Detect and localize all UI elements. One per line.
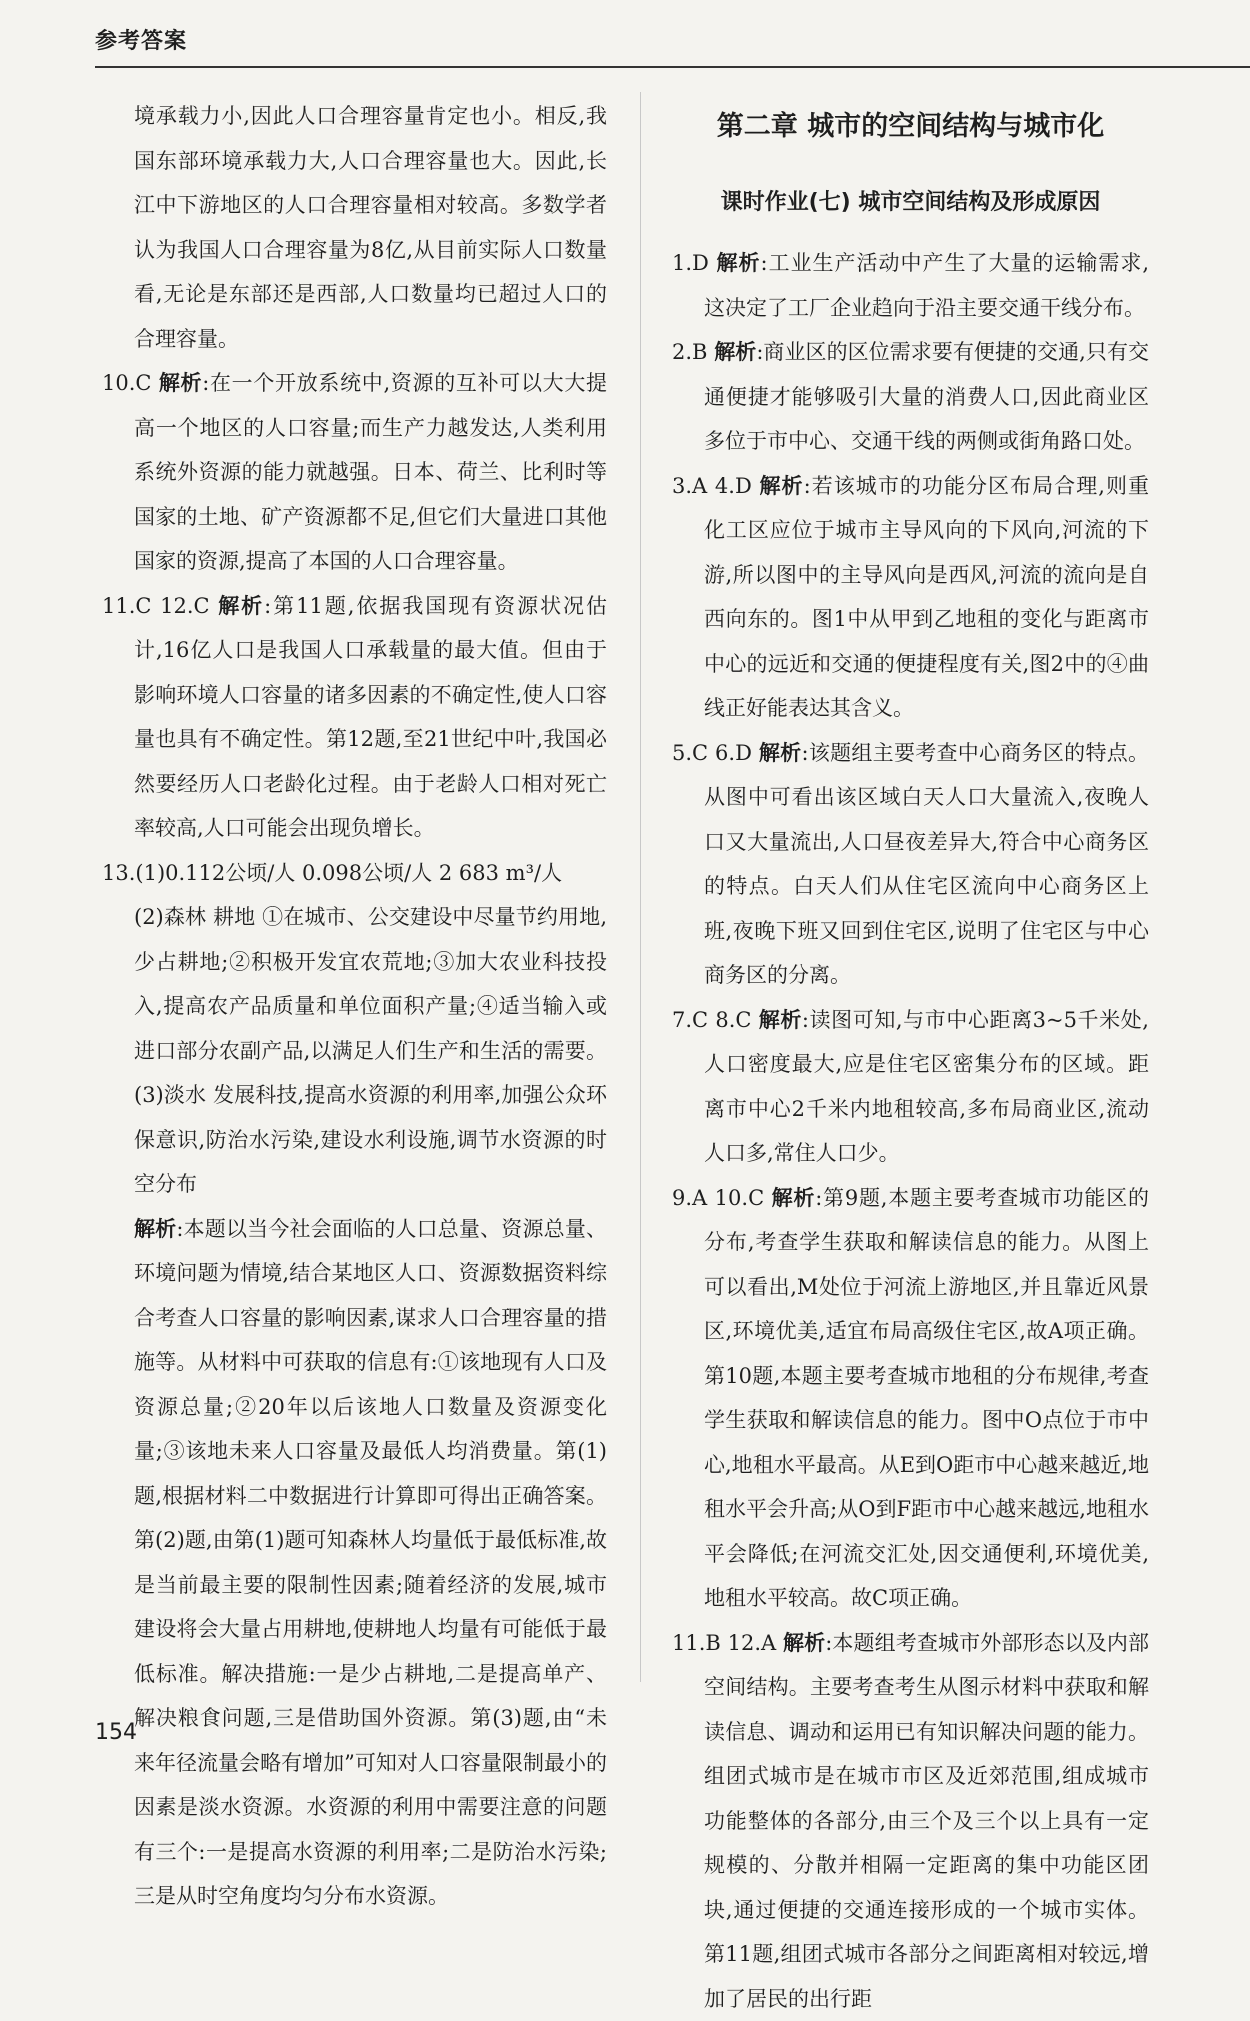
answer-key: 7.C 8.C — [672, 1008, 751, 1032]
header-rule — [95, 66, 1250, 68]
analysis-label: 解析 — [759, 741, 802, 765]
answer-item-10 — [102, 361, 607, 584]
answer-key: 5.C 6.D — [672, 741, 752, 765]
continued-paragraph: 境承载力小,因此人口合理容量肯定也小。相反,我国东部环境承载力大,人口合理容量也大。因此,长江中下游地区的人口合理容量相对较高。多数学者认为我国人口合理容量为8亿,从目前实际人口数量看,无论是东部还是西部,人口数量均已超过人口的合理容量。 — [102, 94, 607, 361]
answer-item-13-part2: (2)森林 耕地 ①在城市、公交建设中尽量节约用地,少占耕地;②积极开发宜农荒地;③加大农业科技投入,提高农产品质量和单位面积产量;④适当输入或进口部分农副产品,以满足人们生产和生活的需要。(3)淡水 发展科技,提高水资源的利用率,加强公众环保意识,防治水污染,建设水利设施,调节水资源的时空分布 — [102, 895, 607, 1207]
answer-key: 11.C 12.C — [102, 594, 210, 618]
analysis-text: :第11题,依据我国现有资源状况估计,16亿人口是我国人口承载量的最大值。但由于影响环境人口容量的诸多因素的不确定性,使人口容量也具有不确定性。第12题,至21世纪中叶,我国必然要经历人口老龄化过程。由于老龄人口相对死亡率较高,人口可能会出现负增长。 — [134, 594, 607, 841]
answer-item — [672, 241, 1149, 330]
analysis-label: 解析 — [159, 371, 202, 395]
analysis-text: :本题组考查城市外部形态以及内部空间结构。主要考查考生从图示材料中获取和解读信息、调动和运用已有知识解决问题的能力。组团式城市是在城市市区及近郊范围,组成城市功能整体的各部分,由三个及三个以上具有一定规模的、分散并相隔一定距离的集中功能区团块,通过便捷的交通连接形成的一个城市实体。第11题,组团式城市各部分之间距离相对较远,增加了居民的出行距 — [704, 1631, 1149, 2011]
answer-item — [672, 731, 1149, 998]
analysis-label: 解析 — [134, 1217, 176, 1241]
answer-key: 2.B — [672, 340, 707, 364]
answer-item-13-analysis — [102, 1207, 607, 1919]
analysis-text: :本题以当今社会面临的人口总量、资源总量、环境问题为情境,结合某地区人口、资源数据资料综合考查人口容量的影响因素,谋求人口合理容量的措施等。从材料中可获取的信息有:①该地现有人口及资源总量;②20年以后该地人口数量及资源变化量;③该地未来人口容量及最低人均消费量。第(1)题,根据材料二中数据进行计算即可得出正确答案。第(2)题,由第(1)题可知森林人均量低于最低标准,故是当前最主要的限制性因素;随着经济的发展,城市建设将会大量占用耕地,使耕地人均量有可能低于最低标准。解决措施:一是少占耕地,二是提高单产、解决粮食问题,三是借助国外资源。第(3)题,由“未来年径流量会略有增加”可知对人口容量限制最小的因素是淡水资源。水资源的利用中需要注意的问题有三个:一是提高水资源的利用率;二是防治水污染;三是从时空角度均匀分布水资源。 — [134, 1217, 607, 1909]
column-divider — [640, 92, 641, 1682]
analysis-text: :该题组主要考查中心商务区的特点。从图中可看出该区域白天人口大量流入,夜晚人口又大量流出,人口昼夜差异大,符合中心商务区的特点。白天人们从住宅区流向中心商务区上班,夜晚下班又回到住宅区,说明了住宅区与中心商务区的分离。 — [704, 741, 1149, 988]
answer-item — [672, 1176, 1149, 1621]
analysis-label: 解析 — [772, 1186, 816, 1210]
left-column — [102, 94, 607, 1919]
answer-item — [672, 330, 1149, 464]
chapter-title: 第二章 城市的空间结构与城市化 — [672, 103, 1149, 151]
lesson-title: 课时作业(七) 城市空间结构及形成原因 — [672, 183, 1149, 223]
analysis-text: :读图可知,与市中心距离3~5千米处,人口密度最大,应是住宅区密集分布的区域。距离市中心2千米内地租较高,多布局商业区,流动人口多,常住人口少。 — [704, 1008, 1149, 1166]
analysis-text: :工业生产活动中产生了大量的运输需求,这决定了工厂企业趋向于沿主要交通干线分布。 — [704, 251, 1149, 320]
answer-item — [672, 998, 1149, 1176]
analysis-text: :在一个开放系统中,资源的互补可以大大提高一个地区的人口容量;而生产力越发达,人类利用系统外资源的能力就越强。日本、荷兰、比利时等国家的土地、矿产资源都不足,但它们大量进口其他国家的资源,提高了本国的人口合理容量。 — [134, 371, 607, 573]
answer-item — [672, 464, 1149, 731]
answer-item-11-12 — [102, 584, 607, 851]
analysis-label: 解析 — [760, 474, 804, 498]
analysis-label: 解析 — [218, 594, 264, 618]
right-column — [672, 103, 1149, 2021]
analysis-label: 解析 — [783, 1631, 825, 1655]
page-number: 154 — [95, 1720, 137, 1745]
answer-key: 10.C — [102, 371, 151, 395]
answer-item-13-part1: 13.(1)0.112公顷/人 0.098公顷/人 2 683 m³/人 — [102, 851, 607, 896]
answer-item — [672, 1621, 1149, 2021]
analysis-text: :若该城市的功能分区布局合理,则重化工区应位于城市主导风向的下风向,河流的下游,所以图中的主导风向是西风,河流的流向是自西向东的。图1中从甲到乙地租的变化与距离市中心的远近和交通的便捷程度有关,图2中的④曲线正好能表达其含义。 — [704, 474, 1149, 721]
page-header: 参考答案 — [95, 24, 187, 55]
analysis-label: 解析 — [717, 251, 761, 275]
answer-key: 1.D — [672, 251, 709, 275]
analysis-label: 解析 — [759, 1008, 802, 1032]
answer-key: 11.B 12.A — [672, 1631, 776, 1655]
analysis-label: 解析 — [714, 340, 756, 364]
answer-key: 3.A 4.D — [672, 474, 752, 498]
answer-key: 9.A 10.C — [672, 1186, 764, 1210]
analysis-text: :商业区的区位需求要有便捷的交通,只有交通便捷才能够吸引大量的消费人口,因此商业区多位于市中心、交通干线的两侧或街角路口处。 — [704, 340, 1149, 453]
analysis-text: :第9题,本题主要考查城市功能区的分布,考查学生获取和解读信息的能力。从图上可以看出,M处位于河流上游地区,并且靠近风景区,环境优美,适宜布局高级住宅区,故A项正确。第10题,本题主要考查城市地租的分布规律,考查学生获取和解读信息的能力。图中O点位于市中心,地租水平最高。从E到O距市中心越来越近,地租水平会升高;从O到F距市中心越来越远,地租水平会降低;在河流交汇处,因交通便利,环境优美,地租水平较高。故C项正确。 — [704, 1186, 1149, 1611]
